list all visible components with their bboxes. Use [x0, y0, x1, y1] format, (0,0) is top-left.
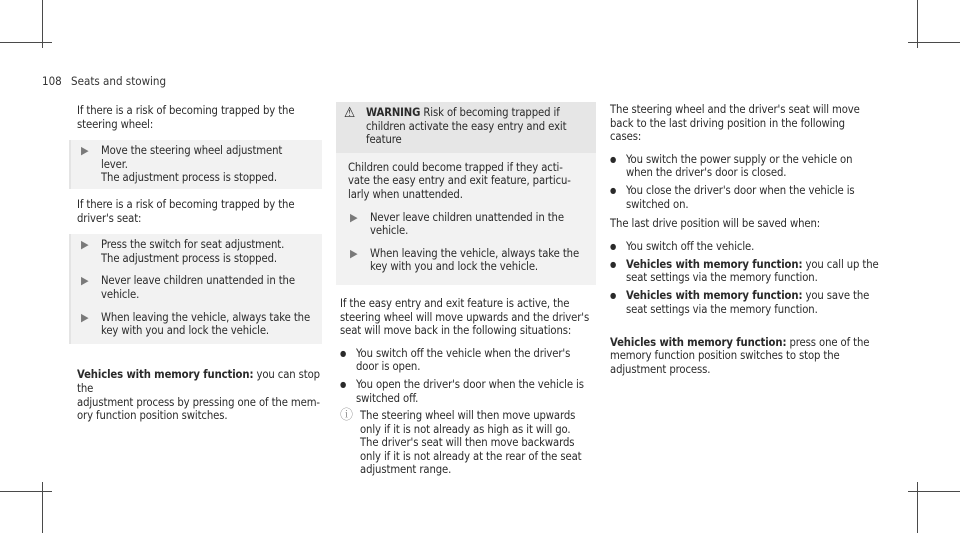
- paragraph-text: you can stop the adjustment process by pressing one of the mem- ory function position switches.: [77, 368, 320, 423]
- crop-mark: [917, 482, 918, 533]
- paragraph: [77, 355, 322, 423]
- step-text: Never leave children unattended in the vehicle.: [370, 210, 564, 238]
- warning-text: Children could become trapped if they acti- vate the easy entry and exit feature, particu- larly when unattended.: [348, 160, 571, 201]
- list-item: [340, 378, 596, 405]
- list-item: [340, 347, 596, 374]
- instruction-step: [348, 247, 588, 274]
- warning-label: WARNING: [366, 106, 421, 119]
- column-3: [610, 103, 880, 386]
- page-header: [42, 74, 166, 88]
- list-item-text: You switch off the vehicle.: [626, 239, 755, 253]
- list-item-text: You open the driver's door when the vehicle is switched off.: [356, 377, 584, 405]
- crop-mark: [908, 42, 960, 43]
- paragraph: The steering wheel and the driver's seat will move back to the last driving position in the following cases:: [610, 103, 860, 144]
- list-item-text: You close the driver's door when the vehicle is switched on.: [626, 183, 855, 211]
- paragraph: If the easy entry and exit feature is active, the steering wheel will move upwards and the driver's seat will move back in the following situations:: [340, 296, 590, 338]
- step-arrow-icon: ▶: [350, 246, 358, 260]
- instruction-step: [69, 140, 322, 189]
- crop-mark: [42, 0, 43, 48]
- step-text: Press the switch for seat adjustment. The adjustment process is stopped.: [101, 238, 285, 265]
- warning-title-text: Risk of becoming trapped if children activate the easy entry and exit feature: [366, 106, 567, 147]
- keyword: Vehicles with memory function:: [626, 288, 803, 302]
- warning-header: [336, 102, 596, 153]
- list-item-text-rest: you save the seat settings via the memory function.: [626, 288, 870, 316]
- keyword: Vehicles with memory function:: [77, 368, 254, 382]
- step-arrow-icon: ▶: [350, 210, 358, 224]
- warning-title: [366, 106, 566, 147]
- paragraph: [610, 322, 880, 376]
- keyword: Vehicles with memory function:: [626, 257, 803, 271]
- column-1: [77, 104, 322, 432]
- column-2: [336, 102, 596, 477]
- list-item-text: You switch the power supply or the vehicle on when the driver's door is closed.: [626, 152, 853, 180]
- list-item: [610, 258, 880, 285]
- bullet-list: [340, 347, 596, 405]
- instruction-step: [79, 238, 322, 265]
- crop-mark: [917, 0, 918, 48]
- bullet-icon: ●: [610, 154, 617, 164]
- step-arrow-icon: ▶: [81, 144, 89, 158]
- bullet-icon: ●: [610, 241, 617, 251]
- crop-mark: [908, 491, 960, 492]
- instruction-step: [79, 311, 322, 338]
- paragraph-text: press one of the memory function position switches to stop the adjustment process.: [610, 335, 870, 376]
- instruction-step: [348, 211, 588, 238]
- step-text: When leaving the vehicle, always take the key with you and lock the vehicle.: [370, 246, 580, 274]
- step-text: When leaving the vehicle, always take the key with you and lock the vehicle.: [101, 310, 311, 338]
- note-text: The steering wheel will then move upwards only if it is not already as high as it will go. The driver's seat will then move backwards only if it is not already at the rear of the seat adjustment range.: [360, 409, 582, 477]
- paragraph: The last drive position will be saved when:: [610, 217, 821, 231]
- warning-icon: ⚠: [344, 105, 356, 121]
- list-item: [610, 153, 880, 180]
- keyword: Vehicles with memory function:: [610, 335, 787, 349]
- crop-mark: [0, 42, 52, 43]
- list-item-text-rest: you call up the seat settings via the memory function.: [626, 257, 879, 285]
- list-item-text: You switch off the vehicle when the driver's door is open.: [356, 346, 571, 374]
- bullet-icon: ●: [340, 379, 347, 389]
- bullet-icon: ●: [340, 348, 347, 358]
- warning-box: [336, 102, 596, 285]
- info-icon: ⓘ: [340, 408, 353, 424]
- bullet-icon: ●: [610, 259, 617, 269]
- list-item: [610, 184, 880, 211]
- crop-mark: [42, 482, 43, 533]
- list-item-text: [626, 258, 879, 285]
- paragraph: If there is a risk of becoming trapped by the driver's seat:: [77, 197, 295, 225]
- step-arrow-icon: ▶: [81, 310, 89, 324]
- bullet-icon: ●: [610, 185, 617, 195]
- step-arrow-icon: ▶: [81, 274, 89, 288]
- instruction-block: [69, 234, 322, 344]
- section-title: Seats and stowing: [71, 74, 167, 88]
- note: [340, 409, 596, 477]
- list-item-text: [626, 289, 869, 316]
- bullet-list: [610, 240, 880, 316]
- list-item: [610, 240, 880, 254]
- list-item: [610, 289, 880, 316]
- warning-body: [336, 153, 596, 285]
- step-arrow-icon: ▶: [81, 238, 89, 252]
- instruction-step: [79, 274, 322, 301]
- page-number: 108: [42, 74, 62, 88]
- bullet-icon: ●: [610, 290, 617, 300]
- step-text: Move the steering wheel adjustment lever. The adjustment process is stopped.: [101, 144, 283, 185]
- paragraph: If there is a risk of becoming trapped by the steering wheel:: [77, 104, 295, 131]
- bullet-list: [610, 153, 880, 211]
- step-text: Never leave children unattended in the vehicle.: [101, 274, 295, 301]
- crop-mark: [0, 491, 52, 492]
